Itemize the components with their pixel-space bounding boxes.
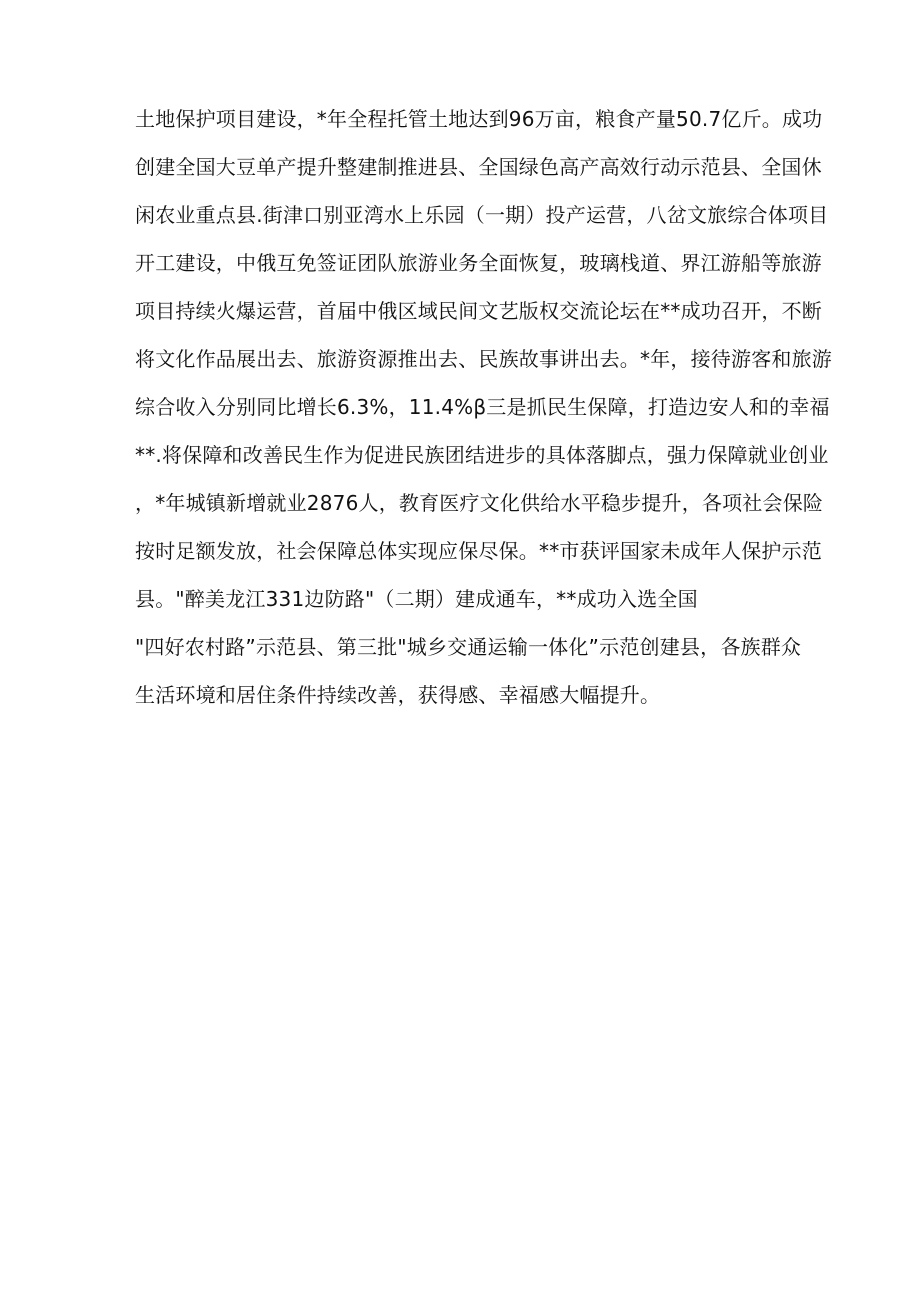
text-line: 县。"醉美龙江331边防路"（二期）建成通车，**成功入选全国 bbox=[135, 587, 698, 611]
text-line: 开工建设，中俄互免签证团队旅游业务全面恢复，玻璃栈道、界江游船等旅游 bbox=[135, 251, 822, 275]
text-line: 综合收入分别同比增长6.3%，11.4%β三是抓民生保障，打造边安人和的幸福 bbox=[135, 395, 830, 419]
text-line: 创建全国大豆单产提升整建制推进县、全国绿色高产高效行动示范县、全国休 bbox=[135, 155, 822, 179]
text-line: 土地保护项目建设，*年全程托管土地达到96万亩，粮食产量50.7亿斤。成功 bbox=[135, 107, 823, 131]
text-line: 项目持续火爆运营，首届中俄区域民间文艺版权交流论坛在**成功召开，不断 bbox=[135, 299, 822, 323]
text-line: 按时足额发放，社会保障总体实现应保尽保。**市获评国家未成年人保护示范 bbox=[135, 539, 822, 563]
text-line: 将文化作品展出去、旅游资源推出去、民族故事讲出去。*年，接待游客和旅游 bbox=[135, 347, 832, 371]
body-text bbox=[135, 98, 832, 722]
text-line: ，*年城镇新增就业2876人，教育医疗文化供给水平稳步提升，各项社会保险 bbox=[135, 491, 824, 515]
text-line: 闲农业重点县.街津口别亚湾水上乐园（一期）投产运营，八岔文旅综合体项目 bbox=[135, 203, 829, 227]
text-line: "四好农村路”示范县、第三批"城乡交通运输一体化”示范创建县，各族群众 bbox=[135, 635, 802, 659]
text-line: **.将保障和改善民生作为促进民族团结进步的具体落脚点，强力保障就业创业 bbox=[135, 443, 829, 467]
text-line: 生活环境和居住条件持续改善，获得感、幸福感大幅提升。 bbox=[135, 683, 661, 707]
